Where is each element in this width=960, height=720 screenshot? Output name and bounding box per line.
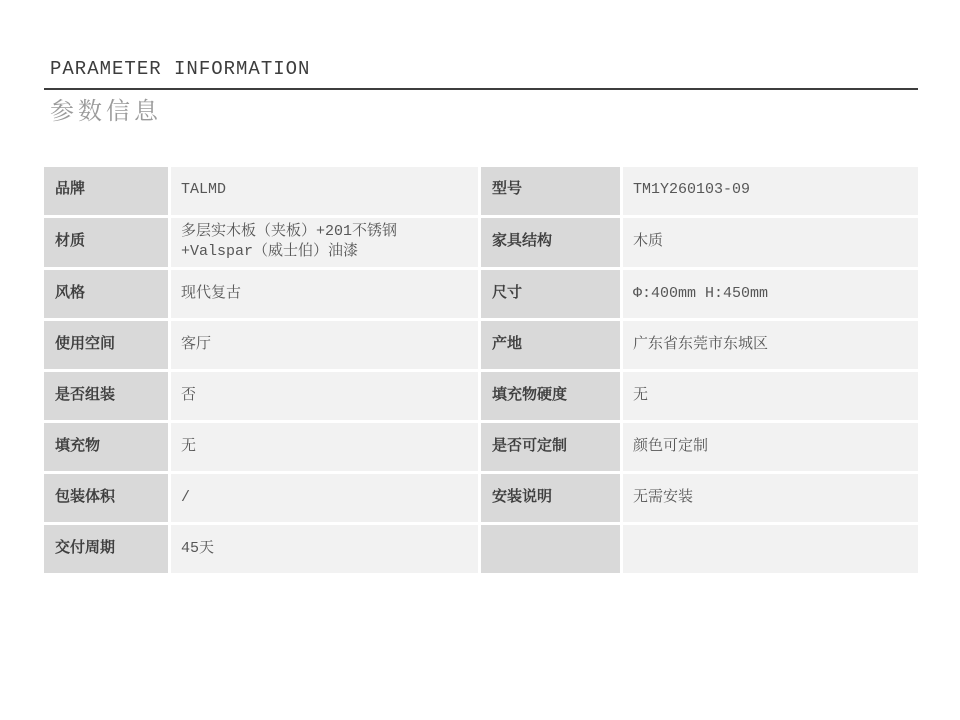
param-value-empty [623,525,918,573]
param-value-origin: 广东省东莞市东城区 [623,321,918,369]
param-label-material: 材质 [44,218,168,267]
param-value-installation: 无需安装 [623,474,918,522]
param-value-structure: 木质 [623,218,918,267]
param-label-delivery: 交付周期 [44,525,168,573]
param-value-filling-hardness: 无 [623,372,918,420]
param-label-model: 型号 [481,167,620,215]
param-value-space: 客厅 [171,321,478,369]
param-label-customizable: 是否可定制 [481,423,620,471]
section-title-zh: 参数信息 [50,99,162,127]
param-value-assembly: 否 [171,372,478,420]
param-label-filling-hardness: 填充物硬度 [481,372,620,420]
param-value-model: TM1Y260103-09 [623,167,918,215]
param-label-style: 风格 [44,270,168,318]
content-area [44,58,918,573]
param-label-filling: 填充物 [44,423,168,471]
param-label-brand: 品牌 [44,167,168,215]
param-value-style: 现代复古 [171,270,478,318]
param-label-size: 尺寸 [481,270,620,318]
param-label-package-volume: 包装体积 [44,474,168,522]
param-label-origin: 产地 [481,321,620,369]
param-label-empty [481,525,620,573]
param-label-installation: 安装说明 [481,474,620,522]
param-label-space: 使用空间 [44,321,168,369]
param-value-size: Φ:400mm H:450mm [623,270,918,318]
param-label-structure: 家具结构 [481,218,620,267]
param-label-assembly: 是否组装 [44,372,168,420]
section-title-en: PARAMETER INFORMATION [50,58,311,80]
parameter-table [44,167,918,573]
param-value-brand: TALMD [171,167,478,215]
param-value-delivery: 45天 [171,525,478,573]
param-value-package-volume: / [171,474,478,522]
param-value-filling: 无 [171,423,478,471]
param-value-customizable: 颜色可定制 [623,423,918,471]
title-underline [44,88,918,90]
param-value-material: 多层实木板（夹板）+201不锈钢+Valspar（威士伯）油漆 [171,218,478,267]
